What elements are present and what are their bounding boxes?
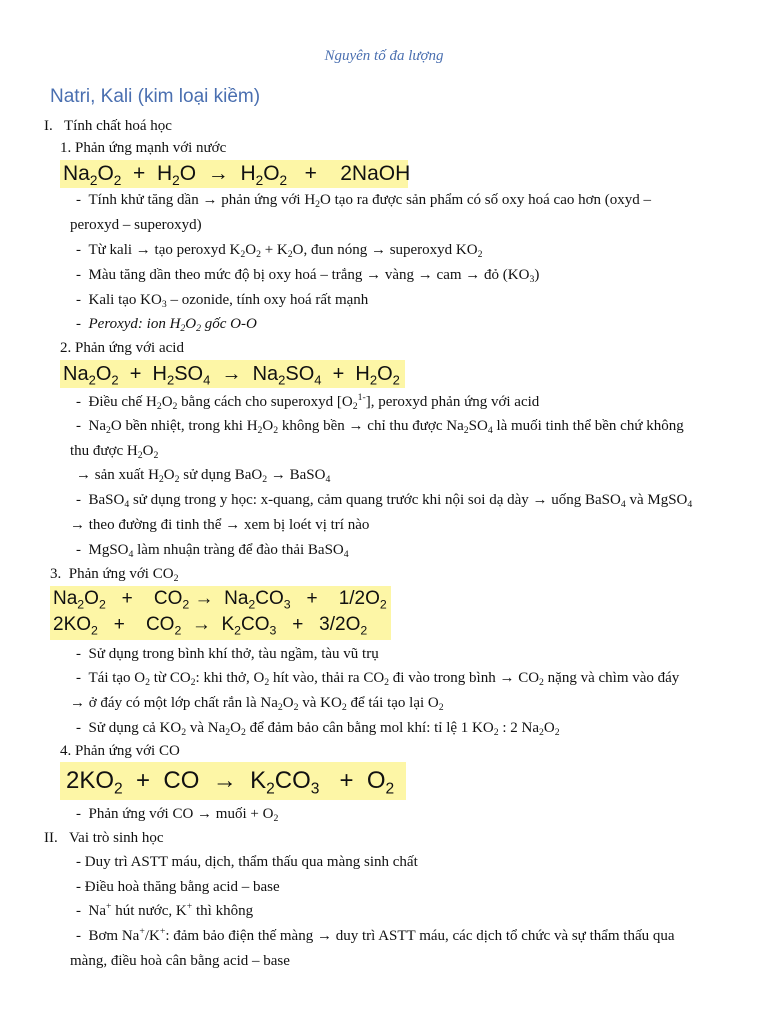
sub4-equation: $2KO_2$ + CO → $K_2CO_3 + O_2$ bbox=[60, 762, 406, 800]
part2-bullet-4b: màng, điều hoà cân bằng acid – base bbox=[70, 953, 290, 969]
sub2-equation: $Na_2O_2 + H_2SO_4 \to Na_2SO_4 + H_2O_2$ bbox=[60, 360, 405, 388]
sub1-bullet-4: - Kali tạo $KO_3$ – ozonide, tính oxy hoá rất mạnh bbox=[76, 292, 369, 310]
sub4-title: 4. Phản ứng với CO bbox=[60, 743, 180, 759]
sub2-title: 2. Phản ứng với acid bbox=[60, 340, 184, 356]
sub1-title: 1. Phản ứng mạnh với nước bbox=[60, 140, 227, 156]
sub3-title: 3. Phản ứng với $CO_2$ bbox=[50, 566, 179, 584]
sub2-bullet-4b: → theo đường đi tinh thể → xem bị loét vị trí nào bbox=[70, 517, 370, 533]
part2-bullet-1: - Duy trì ASTT máu, dịch, thẩm thấu qua màng sinh chất bbox=[76, 854, 418, 870]
sub3-equation-1: $Na_2O_2$ + $CO_2 \to Na_2CO_3$ + $1/2O_2$ bbox=[53, 588, 387, 612]
document-title: Nguyên tố đa lượng bbox=[324, 48, 444, 64]
sub3-equation-2: $2KO_2$ + $CO_2 \to K_2CO_3 + 3/2O_2$ bbox=[53, 614, 368, 638]
part1-title: Tính chất hoá học bbox=[64, 118, 172, 134]
sub4-bullet-1: - Phản ứng với CO → muối + $O_2$ bbox=[76, 806, 279, 824]
part2-heading bbox=[44, 828, 164, 848]
section-heading: Natri, Kali (kim loại kiềm) bbox=[50, 86, 261, 107]
sub2-bullet-3: → sản xuất $H_2O_2$ sử dụng BaO$_2$ → BaSO$_4$ bbox=[76, 467, 331, 485]
part2-bullet-2: - Điều hoà thăng bằng acid – base bbox=[76, 879, 280, 895]
part2-label: II. bbox=[44, 830, 58, 846]
sub3-bullet-3: - Sử dụng cả $KO_2$ và $Na_2O_2$ để đảm bảo cân bằng mol khí: tỉ lệ 1 $KO_2$ : 2 $Na_2O_2$ bbox=[76, 720, 560, 738]
sub1-bullet-5: - Peroxyd: ion $H_2O_2$ gốc O-O bbox=[76, 316, 257, 334]
sub2-bullet-5: - MgSO$_4$ làm nhuận tràng để đào thải BaSO$_4$ bbox=[76, 542, 349, 560]
sub3-bullet-2b: → ở đáy có một lớp chất rắn là $Na_2O_2$ và $KO_2$ để tái tạo lại $O_2$ bbox=[70, 695, 444, 713]
sub3-bullet-1: - Sử dụng trong bình khí thở, tàu ngầm, tàu vũ trụ bbox=[76, 646, 379, 662]
sub3-equations bbox=[50, 586, 391, 640]
part1-label: I. bbox=[44, 118, 53, 134]
sub3-bullet-2a: - Tái tạo $O_2$ từ $CO_2$: khi thở, $O_2$ hít vào, thải ra $CO_2$ đi vào trong bình → $CO_2$ nặng và chìm vào đáy bbox=[76, 670, 680, 688]
part2-title: Vai trò sinh học bbox=[69, 830, 164, 846]
sub1-bullet-1b: peroxyd – superoxyd) bbox=[70, 217, 202, 233]
sub2-bullet-4a: - BaSO$_4$ sử dụng trong y học: x-quang, cảm quang trước khi nội soi dạ dày → uống BaSO$_4$ và MgSO$_4$ bbox=[76, 492, 693, 510]
part1-heading bbox=[44, 116, 172, 136]
sub1-bullet-3: - Màu tăng dần theo mức độ bị oxy hoá – trắng → vàng → cam → đỏ $(KO_3)$ bbox=[76, 267, 540, 285]
part2-bullet-4a: - Bơm Na+/K+: đảm bảo điện thế màng → duy trì ASTT máu, các dịch tổ chức và sự thẩm thấu qua bbox=[76, 926, 675, 944]
sub2-bullet-2a: - $Na_2O$ bền nhiệt, trong khi $H_2O_2$ không bền → chỉ thu được $Na_2SO_4$ là muối tinh thể bền chứ không bbox=[76, 418, 684, 436]
sub1-bullet-1a: - Tính khử tăng dần → phản ứng với $H_2O$ tạo ra được sản phẩm có số oxy hoá cao hơn (oxyd – bbox=[76, 192, 652, 210]
sub2-bullet-1: - Điều chế $H_2O_2$ bằng cách cho superoxyd $[O_2^{1-}]$, peroxyd phản ứng với acid bbox=[76, 392, 540, 412]
sub1-equation: $Na_2O_2 + H_2O \to H_2O_2$ + 2NaOH bbox=[60, 160, 408, 188]
sub2-bullet-2b: thu được $H_2O_2$ bbox=[70, 443, 159, 461]
part2-bullet-3: - Na+ hút nước, K+ thì không bbox=[76, 901, 254, 919]
sub1-bullet-2: - Từ kali → tạo peroxyd $K_2O_2 + K_2O$, đun nóng → superoxyd $KO_2$ bbox=[76, 242, 483, 260]
